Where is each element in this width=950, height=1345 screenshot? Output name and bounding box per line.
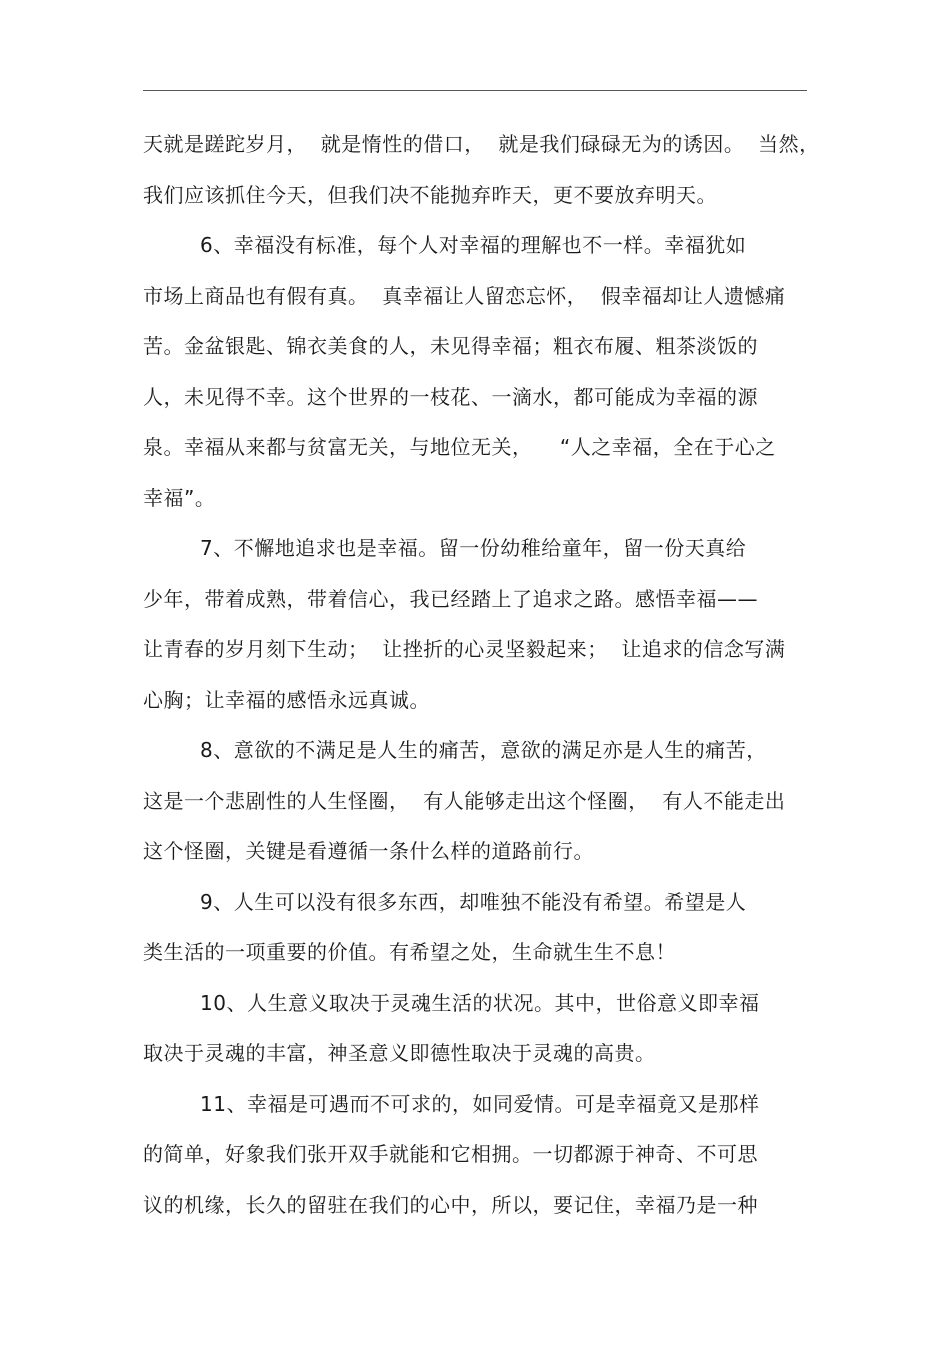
document-body bbox=[143, 119, 820, 1230]
text-line: 这个怪圈，关键是看遵循一条什么样的道路前行。 bbox=[143, 839, 594, 863]
text-line: 天就是蹉跎岁月， 就是惰性的借口， 就是我们碌碌无为的诱因。 当然， bbox=[143, 132, 820, 156]
text-line: 这是一个悲剧性的人生怪圈， 有人能够走出这个怪圈， 有人不能走出 bbox=[143, 788, 786, 813]
text-line: 苦。金盆银匙、锦衣美食的人，未见得幸福；粗衣布履、粗茶淡饭的 bbox=[143, 334, 758, 358]
text-line: 人，未见得不幸。这个世界的一枝花、一滴水，都可能成为幸福的源 bbox=[143, 384, 758, 409]
text-line: 10、人生意义取决于灵魂生活的状况。其中，世俗意义即幸福 bbox=[200, 990, 760, 1015]
text-line: 类生活的一项重要的价值。有希望之处，生命就生生不息！ bbox=[143, 940, 676, 964]
text-line: 取决于灵魂的丰富，神圣意义即德性取决于灵魂的高贵。 bbox=[143, 1041, 656, 1065]
text-line: 让青春的岁月刻下生动； 让挫折的心灵坚毅起来； 让追求的信念写满 bbox=[143, 637, 786, 661]
header-rule bbox=[143, 90, 807, 91]
text-line: 少年，带着成熟，带着信心，我已经踏上了追求之路。感悟幸福—— bbox=[143, 586, 758, 611]
text-line: 6、幸福没有标准，每个人对幸福的理解也不一样。幸福犹如 bbox=[200, 233, 747, 257]
text-line: 心胸；让幸福的感悟永远真诚。 bbox=[143, 687, 430, 712]
text-line: 7、不懈地追求也是幸福。留一份幼稚给童年，留一份天真给 bbox=[200, 536, 747, 560]
text-line: 9、人生可以没有很多东西，却唯独不能没有希望。希望是人 bbox=[200, 889, 747, 914]
text-line: 幸福”。 bbox=[143, 485, 216, 510]
text-line: 的简单，好象我们张开双手就能和它相拥。一切都源于神奇、不可思 bbox=[143, 1142, 758, 1166]
text-line: 8、意欲的不满足是人生的痛苦，意欲的满足亦是人生的痛苦， bbox=[200, 738, 767, 762]
text-line: 我们应该抓住今天，但我们决不能抛弃昨天，更不要放弃明天。 bbox=[143, 182, 717, 207]
text-line: 11、幸福是可遇而不可求的，如同爱情。可是幸福竟又是那样 bbox=[200, 1091, 760, 1116]
text-line: 议的机缘，长久的留驻在我们的心中，所以，要记住，幸福乃是一种 bbox=[143, 1192, 758, 1217]
text-line: 市场上商品也有假有真。 真幸福让人留恋忘怀， 假幸福却让人遗憾痛 bbox=[143, 283, 786, 308]
text-line: 泉。幸福从来都与贫富无关，与地位无关， “人之幸福，全在于心之 bbox=[143, 435, 776, 459]
